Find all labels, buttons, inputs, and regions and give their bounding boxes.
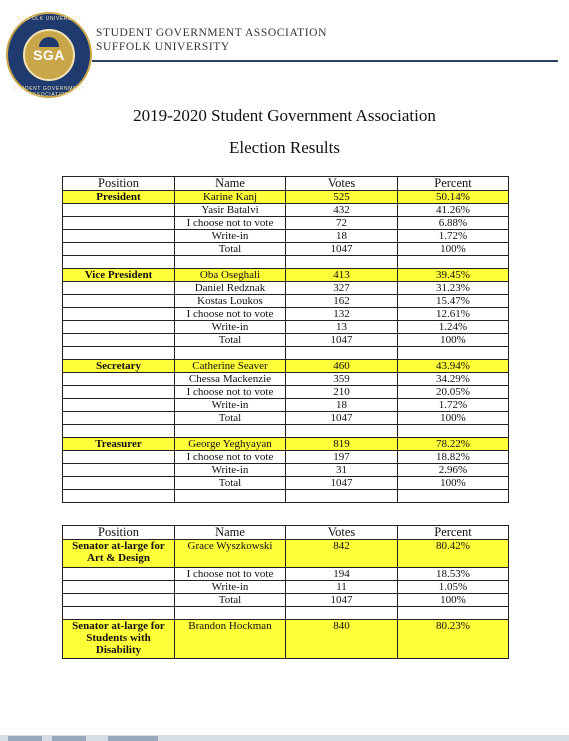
percent-cell: 100%: [398, 334, 509, 347]
percent-cell: 41.26%: [398, 204, 509, 217]
table-row: [63, 477, 509, 490]
votes-cell: 432: [286, 204, 398, 217]
col-header-votes: Votes: [286, 177, 398, 191]
university-name: SUFFOLK UNIVERSITY: [96, 41, 230, 53]
position-cell: [63, 477, 175, 490]
table-row: [63, 217, 509, 230]
percent-cell: 2.96%: [398, 464, 509, 477]
name-cell: I choose not to vote: [175, 451, 286, 464]
name-cell: Total: [175, 412, 286, 425]
percent-cell: 31.23%: [398, 282, 509, 295]
percent-cell: 12.61%: [398, 308, 509, 321]
percent-cell: 18.53%: [398, 568, 509, 581]
name-cell: Daniel Redznak: [175, 282, 286, 295]
name-cell: I choose not to vote: [175, 568, 286, 581]
winner-row: [63, 360, 509, 373]
name-cell: Catherine Seaver: [175, 360, 286, 373]
table-row: [63, 282, 509, 295]
col-header-position: Position: [63, 526, 175, 540]
col-header-percent: Percent: [398, 526, 509, 540]
votes-cell: 460: [286, 360, 398, 373]
position-cell: [63, 308, 175, 321]
seal-text: SGA: [33, 47, 65, 63]
table-row: [63, 451, 509, 464]
senator-disability-winner-row: [63, 620, 509, 659]
header-rule: [92, 60, 558, 62]
name-cell: Total: [175, 594, 286, 607]
percent-cell: 1.72%: [398, 230, 509, 243]
votes-cell: 1047: [286, 477, 398, 490]
table-row: [63, 399, 509, 412]
votes-cell: 840: [286, 620, 398, 659]
name-cell: Write-in: [175, 230, 286, 243]
votes-cell: 197: [286, 451, 398, 464]
percent-cell: 50.14%: [398, 191, 509, 204]
percent-cell: 1.24%: [398, 321, 509, 334]
position-cell: [63, 386, 175, 399]
position-cell: Vice President: [63, 269, 175, 282]
votes-cell: 18: [286, 230, 398, 243]
col-header-name: Name: [175, 177, 286, 191]
position-cell: [63, 243, 175, 256]
table-row: [63, 594, 509, 607]
table-row: [63, 243, 509, 256]
position-cell: [63, 230, 175, 243]
table-row: [63, 321, 509, 334]
votes-cell: 11: [286, 581, 398, 594]
table-header-row: [63, 177, 509, 191]
votes-cell: 842: [286, 540, 398, 568]
position-cell: President: [63, 191, 175, 204]
spacer-row: [63, 425, 509, 438]
name-cell: Oba Oseghali: [175, 269, 286, 282]
position-cell: [63, 217, 175, 230]
senator-results-table: [62, 525, 509, 659]
position-cell: [63, 334, 175, 347]
seal-ring-bottom-text: STUDENT GOVERNMENT ASSOCIATION: [13, 86, 85, 98]
votes-cell: 819: [286, 438, 398, 451]
percent-cell: 39.45%: [398, 269, 509, 282]
votes-cell: 1047: [286, 334, 398, 347]
table-row: [63, 386, 509, 399]
percent-cell: 80.42%: [398, 540, 509, 568]
percent-cell: 15.47%: [398, 295, 509, 308]
percent-cell: 43.94%: [398, 360, 509, 373]
document-subtitle: Election Results: [229, 138, 340, 157]
votes-cell: 210: [286, 386, 398, 399]
spacer-row: [63, 490, 509, 503]
table-row: [63, 373, 509, 386]
sga-seal-logo: [6, 12, 92, 98]
votes-cell: 72: [286, 217, 398, 230]
name-cell: I choose not to vote: [175, 308, 286, 321]
votes-cell: 18: [286, 399, 398, 412]
table-row: [63, 581, 509, 594]
position-cell: Secretary: [63, 360, 175, 373]
table-row: [63, 568, 509, 581]
percent-cell: 20.05%: [398, 386, 509, 399]
table-row: [63, 295, 509, 308]
position-cell: [63, 321, 175, 334]
position-cell: Treasurer: [63, 438, 175, 451]
table-row: [63, 230, 509, 243]
col-header-name: Name: [175, 526, 286, 540]
taskbar-button[interactable]: [52, 736, 86, 741]
percent-cell: 1.72%: [398, 399, 509, 412]
name-cell: Yasir Batalvi: [175, 204, 286, 217]
name-cell: I choose not to vote: [175, 217, 286, 230]
letterhead: [0, 0, 569, 110]
votes-cell: 1047: [286, 412, 398, 425]
name-cell: I choose not to vote: [175, 386, 286, 399]
name-cell: Write-in: [175, 464, 286, 477]
percent-cell: 100%: [398, 243, 509, 256]
spacer-row: [63, 607, 509, 620]
col-header-percent: Percent: [398, 177, 509, 191]
position-cell: [63, 399, 175, 412]
table-row: [63, 204, 509, 217]
name-cell: Write-in: [175, 581, 286, 594]
position-cell: [63, 412, 175, 425]
position-cell: [63, 295, 175, 308]
name-cell: George Yeghyayan: [175, 438, 286, 451]
name-cell: Grace Wyszkowski: [175, 540, 286, 568]
senator-art-winner-row: [63, 540, 509, 568]
name-cell: Total: [175, 334, 286, 347]
winner-row: [63, 191, 509, 204]
col-header-votes: Votes: [286, 526, 398, 540]
percent-cell: 80.23%: [398, 620, 509, 659]
votes-cell: 525: [286, 191, 398, 204]
votes-cell: 413: [286, 269, 398, 282]
position-cell: [63, 451, 175, 464]
percent-cell: 100%: [398, 477, 509, 490]
taskbar-button[interactable]: [8, 736, 42, 741]
winner-row: [63, 269, 509, 282]
votes-cell: 31: [286, 464, 398, 477]
table-row: [63, 308, 509, 321]
spacer-row: [63, 256, 509, 269]
table-header-row: [63, 526, 509, 540]
col-header-position: Position: [63, 177, 175, 191]
name-cell: Brandon Hockman: [175, 620, 286, 659]
taskbar: [0, 735, 569, 741]
percent-cell: 18.82%: [398, 451, 509, 464]
winner-row: [63, 438, 509, 451]
executive-results-body: [63, 191, 509, 503]
org-name: STUDENT GOVERNMENT ASSOCIATION: [96, 27, 327, 39]
percent-cell: 100%: [398, 594, 509, 607]
votes-cell: 327: [286, 282, 398, 295]
votes-cell: 359: [286, 373, 398, 386]
percent-cell: 1.05%: [398, 581, 509, 594]
percent-cell: 78.22%: [398, 438, 509, 451]
name-cell: Chessa Mackenzie: [175, 373, 286, 386]
table-row: [63, 464, 509, 477]
dome-icon: [39, 37, 59, 47]
name-cell: Total: [175, 243, 286, 256]
position-cell: [63, 282, 175, 295]
name-cell: Write-in: [175, 321, 286, 334]
position-cell: Senator at-large for Art & Design: [63, 540, 175, 568]
percent-cell: 6.88%: [398, 217, 509, 230]
name-cell: Karine Kanj: [175, 191, 286, 204]
votes-cell: 162: [286, 295, 398, 308]
executive-results-table: [62, 176, 509, 503]
position-cell: [63, 464, 175, 477]
votes-cell: 13: [286, 321, 398, 334]
votes-cell: 1047: [286, 594, 398, 607]
seal-center: [23, 29, 75, 81]
spacer-row: [63, 347, 509, 360]
name-cell: Write-in: [175, 399, 286, 412]
table-row: [63, 334, 509, 347]
table-row: [63, 412, 509, 425]
name-cell: Total: [175, 477, 286, 490]
percent-cell: 100%: [398, 412, 509, 425]
document-title: 2019-2020 Student Government Association: [133, 106, 436, 125]
votes-cell: 1047: [286, 243, 398, 256]
position-cell: Senator at-large for Students with Disability: [63, 620, 175, 659]
votes-cell: 132: [286, 308, 398, 321]
seal-ring-top-text: SUFFOLK UNIVERSITY: [16, 16, 82, 22]
name-cell: Kostas Loukos: [175, 295, 286, 308]
percent-cell: 34.29%: [398, 373, 509, 386]
votes-cell: 194: [286, 568, 398, 581]
position-cell: [63, 204, 175, 217]
taskbar-button[interactable]: [108, 736, 158, 741]
position-cell: [63, 373, 175, 386]
